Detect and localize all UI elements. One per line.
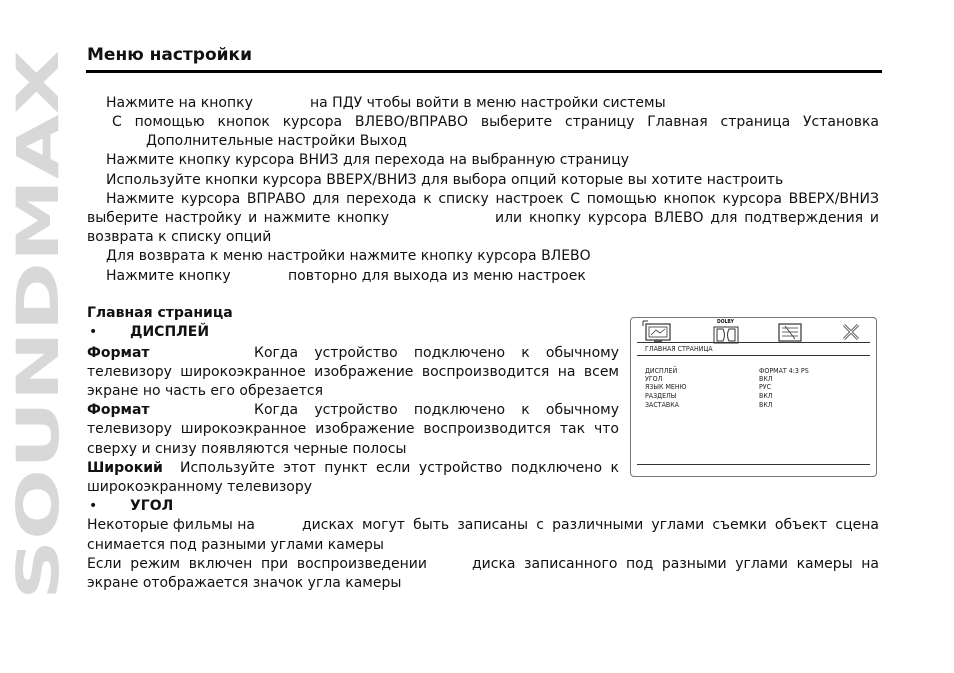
angle-p2-line-1a: Если режим включен при воспроизведении <box>87 556 427 572</box>
dolby-label: DOLBY <box>717 319 734 325</box>
menu-item-value: ФОРМАТ 4:3 PS <box>759 367 809 375</box>
title-rule <box>86 70 882 73</box>
angle-p1-line-1b: дисках могут быть записаны с различными углами съемки объект сцена <box>302 517 879 533</box>
setup-menu-screenshot <box>630 317 877 477</box>
soundmax-logo <box>4 45 72 605</box>
intro-line-7a: выберите настройку и нажмите кнопку <box>87 210 389 226</box>
intro-line-1b: на ПДУ чтобы войти в меню настройки системы <box>310 95 666 111</box>
format-2-line-2: телевизору широкоэкранное изображение воспроизводится так что <box>87 421 619 437</box>
menu-item-label: РАЗДЕЛЫ <box>645 392 677 400</box>
menu-item-value: ВКЛ <box>759 401 773 409</box>
menu-item-value: ВКЛ <box>759 375 773 383</box>
menu-item-label: УГОЛ <box>645 375 663 383</box>
bullet-display: • <box>89 324 98 340</box>
angle-p1-line-2: снимается под разными углами камеры <box>87 537 384 553</box>
exit-icon <box>839 321 863 343</box>
intro-line-7b: или кнопку курсора ВЛЕВО для подтверждения и <box>495 210 879 226</box>
wide-label: Широкий <box>87 460 163 476</box>
wide-line-2: широкоэкранному телевизору <box>87 479 313 495</box>
svg-text:SOUNDMAX: SOUNDMAX <box>4 217 72 600</box>
section-heading: Главная страница <box>87 305 233 321</box>
menu-item-label: ЗАСТАВКА <box>645 401 679 409</box>
angle-heading: УГОЛ <box>130 498 174 514</box>
menu-item-value: ВКЛ <box>759 392 773 400</box>
menu-divider-top <box>637 342 870 343</box>
angle-p2-line-2: экране отображается значок угла камеры <box>87 575 402 591</box>
brand-watermark <box>4 45 72 605</box>
intro-line-10b: повторно для выхода из меню настроек <box>288 268 586 284</box>
format-2-line-3: сверху и снизу появляются черные полосы <box>87 441 407 457</box>
intro-line-1a: Нажмите на кнопку <box>106 95 253 111</box>
page-title: Меню настройки <box>87 45 252 65</box>
intro-line-5: Используйте кнопки курсора ВВЕРХ/ВНИЗ для выбора опций которые вы хотите настроить <box>106 172 784 188</box>
menu-divider-header <box>637 355 870 356</box>
angle-p2-line-1b: диска записанного под разными углами камеры на <box>472 556 879 572</box>
intro-line-8: возврата к списку опций <box>87 229 272 245</box>
intro-line-10a: Нажмите кнопку <box>106 268 231 284</box>
angle-p1-line-1a: Некоторые фильмы на <box>87 517 255 533</box>
intro-line-4: Нажмите кнопку курсора ВНИЗ для перехода на выбранную страницу <box>106 152 630 168</box>
menu-item-value: РУС <box>759 383 772 391</box>
menu-divider-bottom <box>637 464 870 465</box>
menu-item-label: ЯЗЫК МЕНЮ <box>645 383 687 391</box>
display-heading: ДИСПЛЕЙ <box>130 324 210 340</box>
bullet-angle: • <box>89 498 98 514</box>
intro-line-9: Для возврата к меню настройки нажмите кнопку курсора ВЛЕВО <box>106 248 591 264</box>
format-1-line-2: телевизору широкоэкранное изображение воспроизводится на всем <box>87 364 619 380</box>
format-1-line-1: Когда устройство подключено к обычному <box>254 345 619 361</box>
menu-page-title: ГЛАВНАЯ СТРАНИЦА <box>645 345 713 353</box>
wide-line-1: Используйте этот пункт если устройство подключено к <box>180 460 619 476</box>
format-1-label: Формат <box>87 345 150 361</box>
intro-line-2: С помощью кнопок курсора ВЛЕВО/ВПРАВО выберите страницу Главная страница Установка <box>112 114 879 130</box>
format-1-line-3: экране но часть его обрезается <box>87 383 323 399</box>
menu-item-label: ДИСПЛЕЙ <box>645 367 678 375</box>
format-2-label: Формат <box>87 402 150 418</box>
intro-line-3: Дополнительные настройки Выход <box>146 133 407 149</box>
format-2-line-1: Когда устройство подключено к обычному <box>254 402 619 418</box>
intro-line-6: Нажмите курсора ВПРАВО для перехода к списку настроек С помощью кнопок курсора ВВЕРХ/ВНИЗ <box>106 191 879 207</box>
